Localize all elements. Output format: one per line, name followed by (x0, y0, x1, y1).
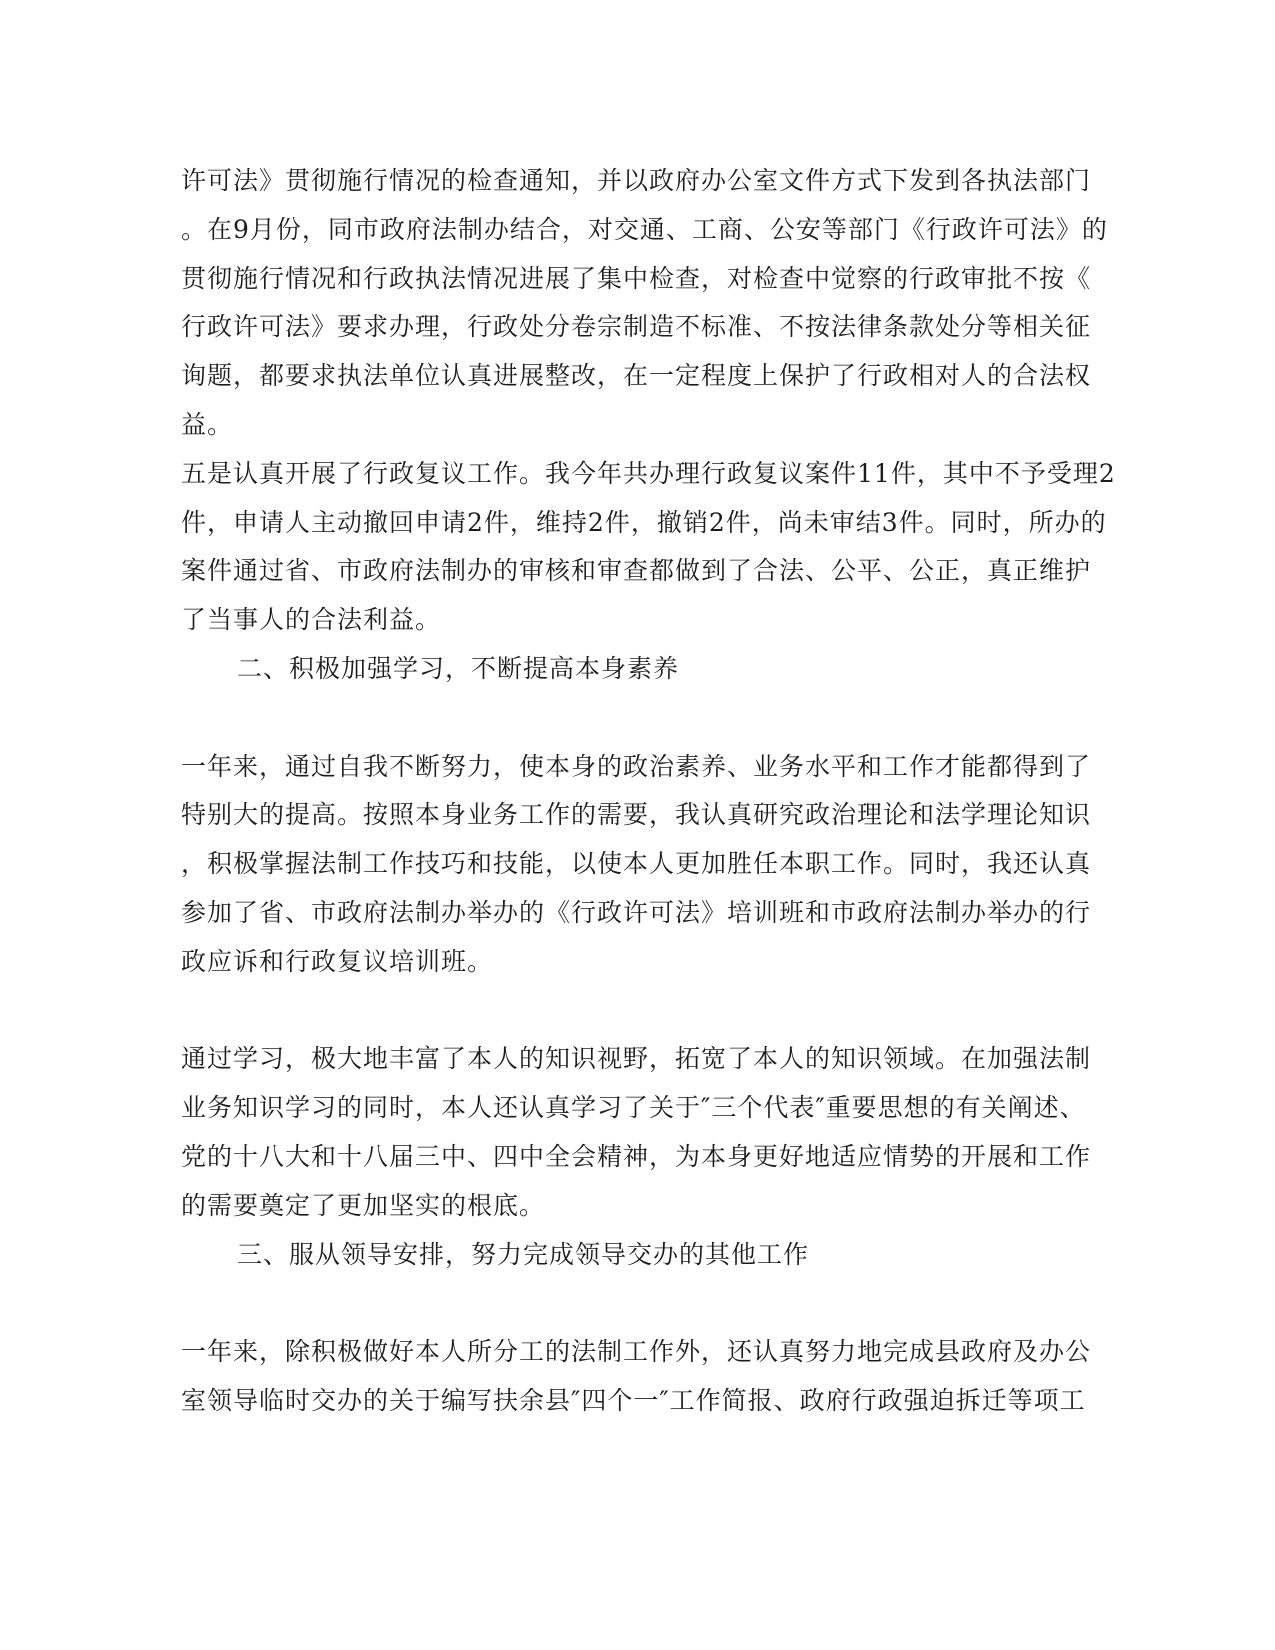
text-line: 益。 (181, 409, 234, 439)
blank-line (181, 694, 1111, 743)
text-line: 政应诉和行政复议培训班。 (181, 946, 494, 976)
text-line: 行政许可法》要求办理，行政处分卷宗制造不标准、不按法律条款处分等相关征 (181, 312, 1092, 342)
text-line: 一年来，通过自我不断努力，使本身的政治素养、业务水平和工作才能都得到了 (181, 751, 1092, 781)
text-line: 了当事人的合法利益。 (181, 605, 442, 635)
text-line: 室领导临时交办的关于编写扶余县″四个一″工作简报、政府行政强迫拆迁等项工 (181, 1385, 1086, 1415)
text-line: ，积极掌握法制工作技巧和技能，以使本人更加胜任本职工作。同时，我还认真 (181, 849, 1092, 879)
section-heading-line: 二、积极加强学习，不断提高本身素养 (237, 653, 680, 683)
text-line: 五是认真开展了行政复议工作。我今年共办理行政复议案件11件，其中不予受理2 (181, 458, 1116, 488)
blank-line (181, 1279, 1111, 1328)
text-line: 参加了省、市政府法制办举办的《行政许可法》培训班和市政府法制办举办的行 (181, 897, 1092, 927)
text-line: 特别大的提高。按照本身业务工作的需要，我认真研究政治理论和法学理论知识 (181, 800, 1092, 830)
section-heading-line: 三、服从领导安排，努力完成领导交办的其他工作 (237, 1239, 810, 1269)
document-body (181, 157, 1116, 1426)
text-line: 。在9月份，同市政府法制办结合，对交通、工商、公安等部门《行政许可法》的 (181, 214, 1108, 244)
text-line: 许可法》贯彻施行情况的检查通知，并以政府办公室文件方式下发到各执法部门 (181, 166, 1092, 195)
blank-line (181, 987, 1111, 1036)
text-line: 的需要奠定了更加坚实的根底。 (181, 1190, 546, 1220)
text-line: 贯彻施行情况和行政执法情况进展了集中检查，对检查中觉察的行政审批不按《 (181, 263, 1092, 293)
text-line: 件，申请人主动撤回申请2件，维持2件，撤销2件，尚未审结3件。同时，所办的 (181, 507, 1107, 537)
text-line: 党的十八大和十八届三中、四中全会精神，为本身更好地适应情势的开展和工作 (181, 1141, 1092, 1171)
text-line: 通过学习，极大地丰富了本人的知识视野，拓宽了本人的知识领域。在加强法制 (181, 1044, 1092, 1074)
text-line: 一年来，除积极做好本人所分工的法制工作外，还认真努力地完成县政府及办公 (181, 1337, 1092, 1367)
text-line: 业务知识学习的同时，本人还认真学习了关于″三个代表″重要思想的有关阐述、 (181, 1093, 1086, 1123)
text-line: 案件通过省、市政府法制办的审核和审查都做到了合法、公平、公正，真正维护 (181, 556, 1092, 586)
text-line: 询题，都要求执法单位认真进展整改，在一定程度上保护了行政相对人的合法权 (181, 361, 1092, 391)
